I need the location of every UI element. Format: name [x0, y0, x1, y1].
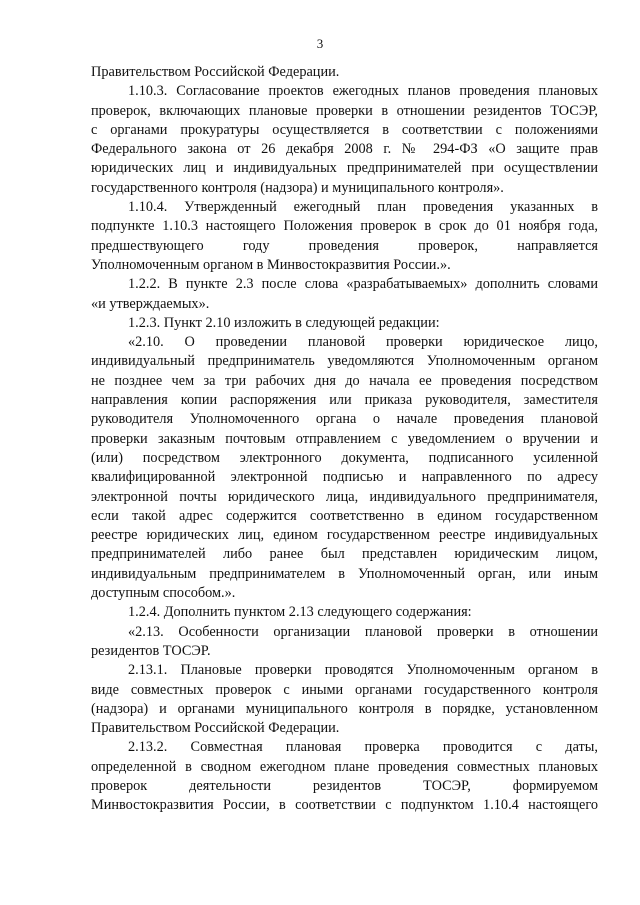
- text-line: Правительством Российской Федерации.: [91, 720, 340, 737]
- text-line: доступным способом.».: [91, 585, 236, 602]
- text-line: руководителя Уполномоченного органа о начале проведения плановой: [91, 411, 598, 428]
- document-body: [91, 63, 598, 816]
- text-line: Правительством Российской Федерации.: [91, 64, 340, 80]
- text-line: определенной в сводном ежегодном плане проведения совместных плановых: [91, 758, 598, 775]
- text-line: индивидуальный предприниматель уведомляются Уполномоченным органом: [91, 353, 598, 370]
- text-line: 2.13.1. Плановые проверки проводятся Уполномоченным органом в: [128, 662, 598, 679]
- text-line: резидентов ТОСЭР.: [91, 642, 211, 659]
- text-line: 1.2.3. Пункт 2.10 изложить в следующей редакции:: [128, 314, 440, 331]
- text-line: Федерального закона от 26 декабря 2008 г. № 294-ФЗ «О защите прав: [91, 141, 598, 158]
- text-line: электронной почты юридического лица, индивидуального предпринимателя,: [91, 488, 598, 505]
- paragraph: [91, 82, 598, 198]
- text-line: «2.13. Особенности организации плановой проверки в отношении: [128, 623, 598, 640]
- paragraph: [91, 275, 598, 314]
- paragraph: [91, 738, 598, 815]
- paragraph: [91, 603, 598, 622]
- text-line: 2.13.2. Совместная плановая проверка проводится с даты,: [128, 739, 598, 756]
- paragraph: [91, 333, 598, 603]
- text-line: 1.2.4. Дополнить пунктом 2.13 следующего содержания:: [128, 604, 472, 621]
- text-line: Минвостокразвития России, в соответствии с подпунктом 1.10.4 настоящего: [91, 797, 598, 814]
- text-line: «и утверждаемых».: [91, 295, 210, 312]
- text-line: государственного контроля (надзора) и муниципального контроля».: [91, 179, 504, 196]
- text-line: «2.10. О проведении плановой проверки юридическое лицо,: [128, 334, 598, 351]
- text-line: виде совместных проверок с иными органами государственного контроля: [91, 681, 598, 698]
- text-line: 1.10.4. Утвержденный ежегодный план проведения указанных в: [128, 199, 598, 216]
- text-line: реестре юридических лиц, едином государственном реестре индивидуальных: [91, 527, 598, 544]
- text-line: 1.2.2. В пункте 2.3 после слова «разрабатываемых» дополнить словами: [128, 276, 598, 293]
- text-line: проверки заказным почтовым отправлением с уведомлением о вручении и: [91, 430, 598, 447]
- paragraph: [91, 661, 598, 738]
- text-line: подпункте 1.10.3 настоящего Положения проверок в срок до 01 ноября года,: [91, 218, 598, 235]
- text-line: (надзора) и органами муниципального контроля в порядке, установленном: [91, 700, 598, 717]
- text-line: если такой адрес содержится соответственно в едином государственном: [91, 507, 598, 524]
- text-line: (или) посредством электронного документа, подписанного усиленной: [91, 449, 598, 466]
- text-line: направления копии распоряжения или приказа руководителя, заместителя: [91, 392, 598, 409]
- text-line: Уполномоченным органом в Минвостокразвития России.».: [91, 256, 451, 273]
- text-line: проверок деятельности резидентов ТОСЭР, формируемом: [91, 777, 598, 794]
- text-line: не позднее чем за три рабочих дня до начала ее проведения посредством: [91, 372, 598, 389]
- text-line: предшествующего году проведения проверок, направляется: [91, 237, 598, 254]
- paragraph: [91, 314, 598, 333]
- text-line: предпринимателей либо ранее был представлен юридическим лицом,: [91, 546, 598, 563]
- text-line: индивидуальным предпринимателем в Уполномоченный орган, или иным: [91, 565, 598, 582]
- text-line: с органами прокуратуры осуществляется в соответствии с положениями: [91, 121, 598, 138]
- paragraph: [91, 63, 598, 82]
- text-line: проверок, включающих плановые проверки в отношении резидентов ТОСЭР,: [91, 102, 598, 119]
- page-number: 3: [316, 36, 324, 51]
- text-line: юридических лиц и индивидуальных предпринимателей при осуществлении: [91, 160, 598, 177]
- text-line: 1.10.3. Согласование проектов ежегодных планов проведения плановых: [128, 83, 598, 100]
- text-line: квалифицированной электронной подписью и направленного по адресу: [91, 469, 598, 486]
- paragraph: [91, 198, 598, 275]
- paragraph: [91, 623, 598, 662]
